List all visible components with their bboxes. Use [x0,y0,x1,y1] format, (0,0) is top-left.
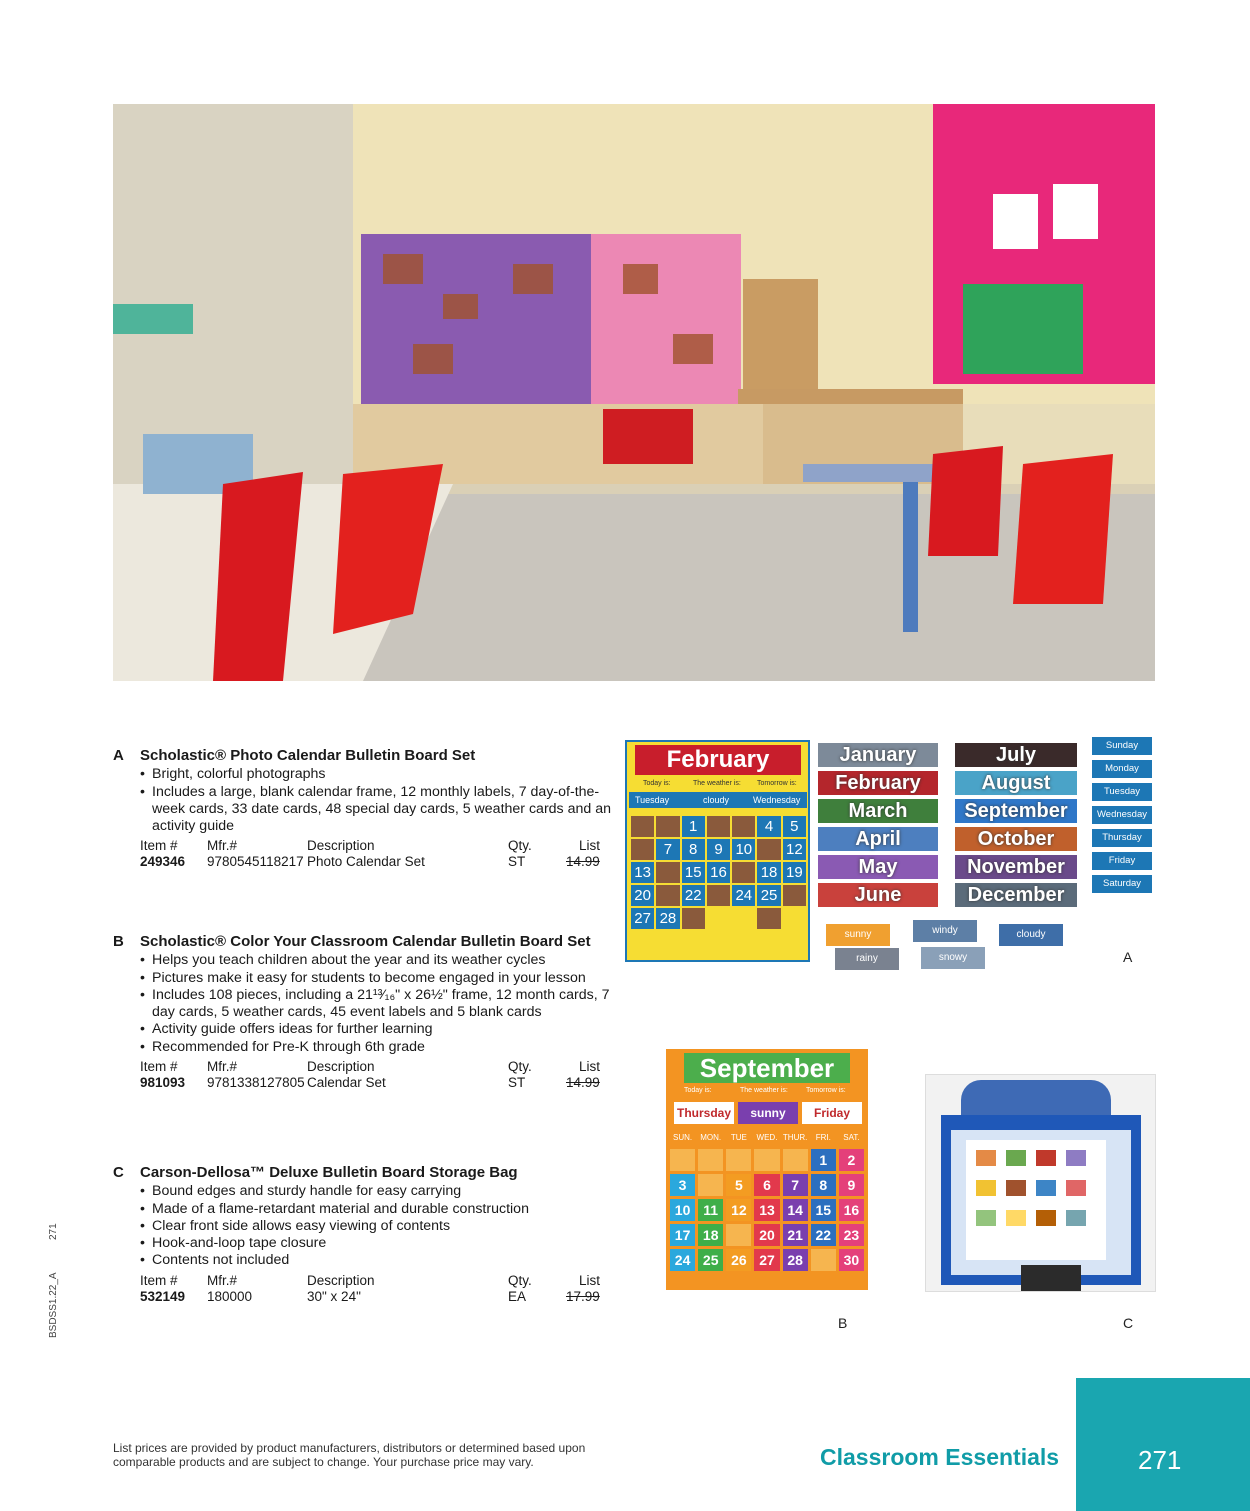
calendar-date-cell [656,885,679,906]
image-label-a: A [1123,949,1133,965]
spec-head-item: Item # [140,1272,178,1288]
day-label: Thursday [1092,829,1152,847]
list-price: 17.99 [566,1288,600,1304]
weather-label: The weather is: [740,1087,788,1094]
spec-head-desc: Description [307,1059,375,1075]
month-label: November [955,855,1077,879]
image-label-b: B [838,1315,848,1331]
calendar-date-cell: 12 [726,1199,751,1221]
calendar-date-cell: 24 [732,885,755,906]
weather-value: sunny [738,1102,798,1124]
spec-head-item: Item # [140,838,178,854]
calendar-date-cell: 23 [839,1224,864,1246]
weekday-head: SUN. [673,1133,693,1142]
month-label: February [818,771,938,795]
product-letter: C [113,1164,124,1181]
product-c [113,1164,613,1307]
calendar-date-cell: 2 [839,1149,864,1171]
calendar-date-cell: 8 [811,1174,836,1196]
quantity: EA [508,1288,527,1304]
calendar-date-cell: 21 [783,1224,808,1246]
calendar-b-month: September [684,1053,850,1083]
calendar-date-cell: 16 [839,1199,864,1221]
bullet-item: • Clear front side allows easy viewing of contents [140,1218,613,1235]
calendar-date-cell: 14 [783,1199,808,1221]
calendar-date-cell: 28 [656,908,679,929]
item-number: 981093 [140,1075,186,1091]
tomorrow-label: Tomorrow is: [806,1087,846,1094]
calendar-b-grid [670,1149,864,1271]
calendar-date-cell: 27 [631,908,654,929]
description: Photo Calendar Set [307,854,425,870]
bullet-item: • Includes 108 pieces, including a 21¹³⁄₁₆" x 26½" frame, 12 month cards, 7 day cards, 5 weather cards, 45 event labels and 5 blank cards [140,987,613,1022]
calendar-date-cell: 25 [698,1249,723,1271]
day-label: Saturday [1092,875,1152,893]
month-label: January [818,743,938,767]
calendar-date-cell [698,1149,723,1171]
calendar-date-cell: 20 [754,1224,779,1246]
spec-head-desc: Description [307,838,375,854]
weekday-head: FRI. [815,1133,831,1142]
calendar-date-cell: 17 [670,1224,695,1246]
calendar-date-cell [707,885,730,906]
spec-head-mfr: Mfr.# [207,838,238,854]
calendar-date-cell: 19 [783,862,806,883]
calendar-date-cell [811,1249,836,1271]
calendar-date-cell: 1 [682,816,705,837]
product-letter: A [113,747,124,764]
day-label: Monday [1092,760,1152,778]
side-page-number: 271 [48,1223,59,1240]
calendar-date-cell: 7 [656,839,679,860]
weekday-head: SAT. [843,1133,860,1142]
calendar-a-image [625,740,810,962]
calendar-date-cell: 13 [754,1199,779,1221]
spec-head-item: Item # [140,1059,178,1075]
spec-table [140,1273,613,1307]
weekday-head: THUR. [782,1133,808,1142]
calendar-date-cell [707,908,730,929]
calendar-date-cell [783,885,806,906]
calendar-date-cell: 1 [811,1149,836,1171]
hero-classroom-photo [113,104,1155,681]
bullet-item: • Pictures make it easy for students to become engaged in your lesson [140,970,613,987]
month-label: September [955,799,1077,823]
quantity: ST [508,1075,526,1091]
description: 30" x 24" [307,1288,361,1304]
calendar-date-cell: 3 [670,1174,695,1196]
month-label: August [955,771,1077,795]
today-label: Today is: [684,1087,712,1094]
calendar-date-cell: 28 [783,1249,808,1271]
calendar-b-weekdays [670,1133,864,1142]
product-bullets [140,766,613,835]
product-a [113,747,613,872]
list-price: 14.99 [566,854,600,870]
calendar-date-cell: 22 [682,885,705,906]
calendar-date-cell: 22 [811,1224,836,1246]
calendar-date-cell [707,816,730,837]
weather-label: The weather is: [693,780,741,787]
spec-head-list: List [579,1272,601,1288]
calendar-date-cell: 15 [682,862,705,883]
day-label: Sunday [1092,737,1152,755]
bullet-item: • Helps you teach children about the year and its weather cycles [140,952,613,969]
calendar-date-cell: 8 [682,839,705,860]
calendar-date-cell [726,1149,751,1171]
quantity: ST [508,854,526,870]
tomorrow-value: Wednesday [753,795,801,805]
calendar-date-cell: 6 [754,1174,779,1196]
side-catalog-code: BSDSS1.22_A [48,1272,59,1338]
calendar-date-cell: 30 [839,1249,864,1271]
bullet-item: • Bright, colorful photographs [140,766,613,783]
weekday-head: TUE [730,1133,747,1142]
description: Calendar Set [307,1075,386,1091]
tomorrow-value: Friday [802,1102,862,1124]
product-bullets [140,1183,613,1269]
bullet-item: • Hook-and-loop tape closure [140,1235,613,1252]
calendar-date-cell: 25 [757,885,780,906]
calendar-date-cell: 4 [757,816,780,837]
item-number: 532149 [140,1288,186,1304]
calendar-date-cell: 26 [726,1249,751,1271]
calendar-date-cell: 11 [698,1199,723,1221]
calendar-date-cell: 10 [670,1199,695,1221]
item-number: 249346 [140,854,186,870]
calendar-date-cell [631,839,654,860]
calendar-date-cell [757,839,780,860]
today-label: Today is: [643,780,671,787]
month-label: June [818,883,938,907]
calendar-date-cell [670,1149,695,1171]
bullet-item: • Includes a large, blank calendar frame, 12 monthly labels, 7 day-of-the-week cards, 33 date cards, 48 special day cards, 5 weather cards and an activity guide [140,784,613,836]
today-value: Tuesday [635,795,670,805]
calendar-date-cell [656,862,679,883]
list-price: 14.99 [566,1075,600,1091]
weather-card: rainy [835,948,899,970]
month-label: March [818,799,938,823]
calendar-b-image [666,1049,868,1290]
calendar-a-grid [631,816,806,929]
image-label-c: C [1123,1315,1134,1331]
calendar-date-cell [682,908,705,929]
weather-card: windy [913,920,977,942]
calendar-date-cell: 5 [726,1174,751,1196]
storage-bag-image [925,1074,1156,1292]
calendar-date-cell: 18 [757,862,780,883]
product-title: Carson-Dellosa™ Deluxe Bulletin Board Storage Bag [140,1164,518,1181]
calendar-date-cell [698,1174,723,1196]
product-bullets [140,952,613,1056]
weather-card: sunny [826,924,890,946]
month-label: December [955,883,1077,907]
calendar-date-cell [726,1224,751,1246]
calendar-date-cell: 15 [811,1199,836,1221]
product-letter: B [113,933,124,950]
mfr-number: 9781338127805 [207,1075,305,1091]
day-label: Wednesday [1092,806,1152,824]
month-label: May [818,855,938,879]
calendar-date-cell [757,908,780,929]
product-b [113,933,613,1093]
spec-head-list: List [579,838,601,854]
spec-head-desc: Description [307,1272,375,1288]
bullet-item: • Made of a flame-retardant material and durable construction [140,1201,613,1218]
mfr-number: 180000 [207,1288,253,1304]
bullet-item: • Bound edges and sturdy handle for easy carrying [140,1183,613,1200]
tomorrow-label: Tomorrow is: [757,780,797,787]
month-label: October [955,827,1077,851]
spec-head-mfr: Mfr.# [207,1059,238,1075]
month-label: April [818,827,938,851]
weather-card: cloudy [999,924,1063,946]
bullet-item: • Contents not included [140,1252,613,1269]
calendar-date-cell: 5 [783,816,806,837]
spec-head-qty: Qty. [508,1272,532,1288]
weekday-head: WED. [756,1133,778,1142]
calendar-date-cell [656,816,679,837]
spec-table [140,1059,613,1093]
calendar-date-cell: 7 [783,1174,808,1196]
calendar-date-cell [732,862,755,883]
calendar-date-cell: 27 [754,1249,779,1271]
weather-card: snowy [921,947,985,969]
calendar-a-month: February [635,745,801,775]
calendar-date-cell: 13 [631,862,654,883]
calendar-date-cell [732,908,755,929]
section-title: Classroom Essentials [820,1444,1060,1470]
product-title: Scholastic® Color Your Classroom Calendar Bulletin Board Set [140,933,591,950]
calendar-date-cell: 9 [839,1174,864,1196]
day-label: Friday [1092,852,1152,870]
month-label: July [955,743,1077,767]
product-title: Scholastic® Photo Calendar Bulletin Board Set [140,747,476,764]
weekday-head: MON. [700,1133,722,1142]
bullet-item: • Activity guide offers ideas for further learning [140,1021,613,1038]
calendar-date-cell: 10 [732,839,755,860]
calendar-date-cell [732,816,755,837]
calendar-date-cell: 12 [783,839,806,860]
bullet-item: • Recommended for Pre-K through 6th grade [140,1039,613,1056]
spec-head-qty: Qty. [508,838,532,854]
weather-value: cloudy [703,795,730,805]
calendar-date-cell: 18 [698,1224,723,1246]
calendar-date-cell [631,816,654,837]
calendar-date-cell: 24 [670,1249,695,1271]
spec-head-mfr: Mfr.# [207,1272,238,1288]
calendar-date-cell: 9 [707,839,730,860]
spec-head-qty: Qty. [508,1059,532,1075]
price-footnote: List prices are provided by product manufacturers, distributors or determined based upon comparable products and are subject to change. Your purchase price may vary. [113,1441,586,1469]
today-value: Thursday [674,1102,734,1124]
spec-head-list: List [579,1059,601,1075]
mfr-number: 9780545118217 [207,854,304,870]
page-number: 271 [1138,1445,1182,1475]
calendar-date-cell: 20 [631,885,654,906]
calendar-date-cell [783,908,806,929]
calendar-date-cell [783,1149,808,1171]
calendar-date-cell [754,1149,779,1171]
calendar-date-cell: 16 [707,862,730,883]
day-label: Tuesday [1092,783,1152,801]
spec-table [140,838,613,872]
